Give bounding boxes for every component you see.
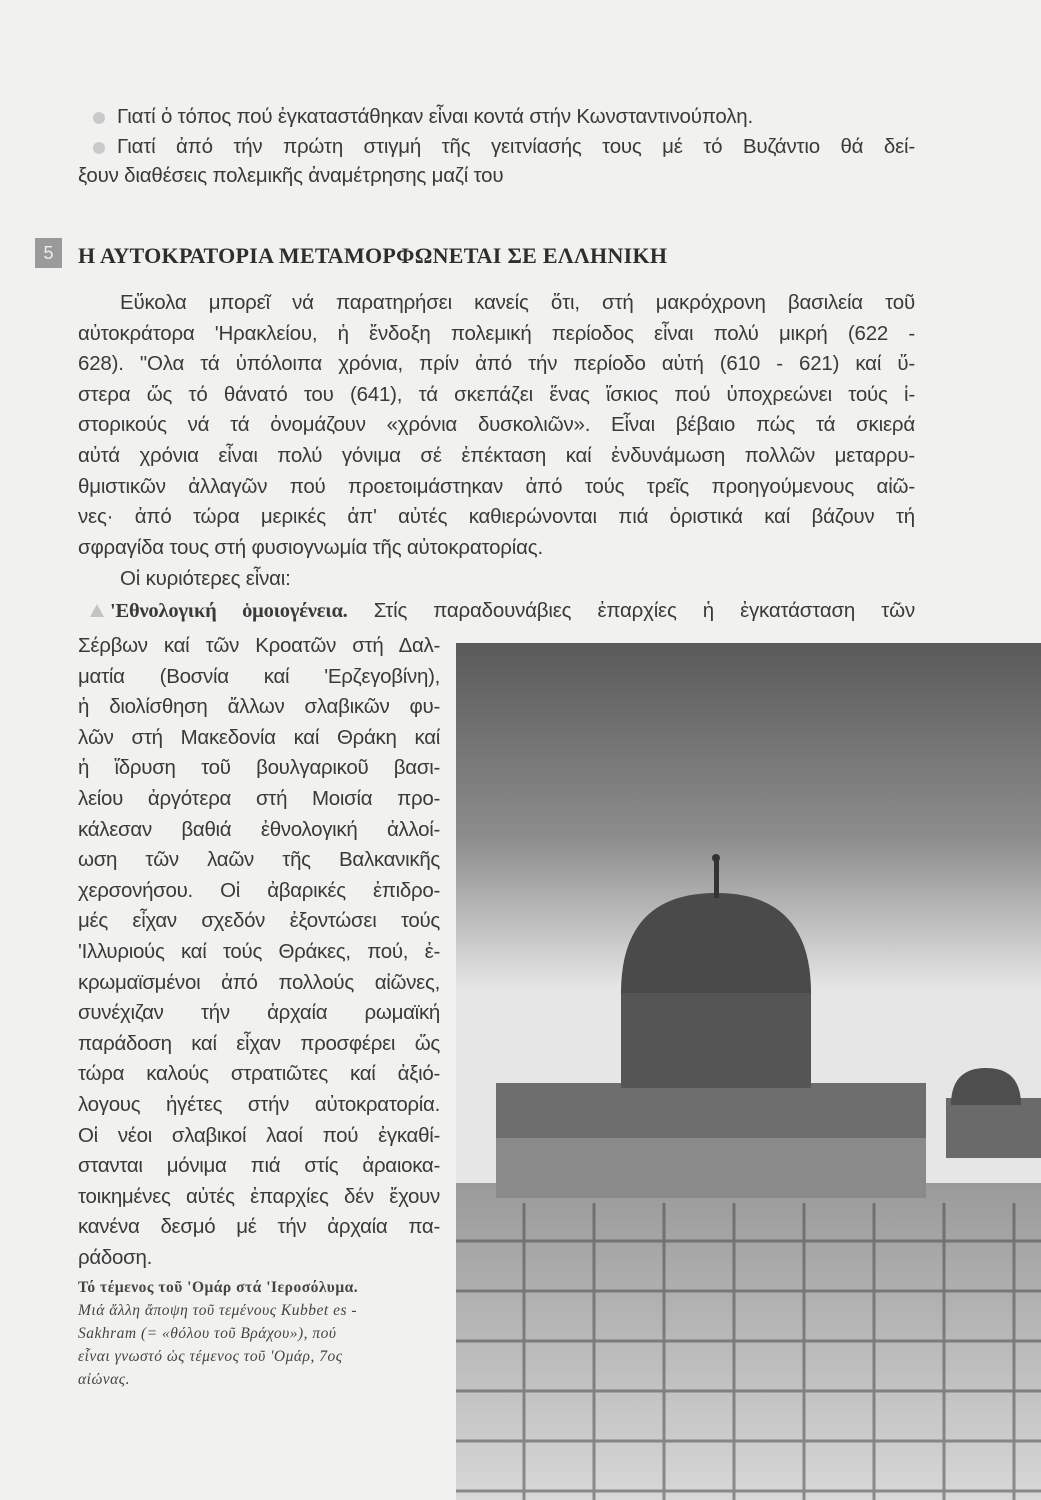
- column-line: συνέχιζαν τήν ἀρχαία ρωμαϊκή: [78, 1001, 440, 1025]
- paragraph-line: στερα ὥς τό θάνατό του (641), τά σκεπάζει ἕνας ἴσκιος πού ὑποχρεώνει τούς ἱ-: [78, 382, 915, 406]
- column-line: στανται μόνιμα πιά στίς ἀραιοκα-: [78, 1154, 440, 1178]
- column-line: ἡ διολίσθηση ἄλλων σλαβικῶν φυ-: [78, 695, 440, 719]
- section-heading: Η ΑΥΤΟΚΡΑΤΟΡΙΑ ΜΕΤΑΜΟΡΦΩΝΕΤΑΙ ΣΕ ΕΛΛΗΝΙΚΗ: [78, 243, 668, 268]
- column-line: τοικημένες αὐτές ἐπαρχίες δέν ἔχουν: [78, 1184, 440, 1208]
- column-line: ματία (Βοσνία καί 'Ερζεγοβίνη),: [78, 664, 440, 688]
- caption-line: εἶναι γνωστό ὡς τέμενος τοῦ 'Ομάρ, 7ος: [78, 1348, 343, 1365]
- caption-line: αἰώνας.: [78, 1371, 130, 1388]
- column-line: ωση τῶν λαῶν τῆς Βαλκανικῆς: [78, 848, 440, 872]
- column-line: παράδοση καί εἶχαν προσφέρει ὥς: [78, 1031, 440, 1055]
- bullet-icon: [93, 142, 105, 154]
- column-line: λῶν στή Μακεδονία καί Θράκη καί: [78, 725, 440, 749]
- section-number-badge: 5: [35, 238, 62, 268]
- column-line: Οἱ νέοι σλαβικοί λαοί πού ἐγκαθί-: [78, 1123, 440, 1147]
- bullet-text: Γιατί ὁ τόπος πού ἐγκαταστάθηκαν εἶναι κοντά στήν Κωνσταντινούπολη.: [117, 105, 753, 128]
- column-line: κανένα δεσμό μέ τήν ἀρχαία πα-: [78, 1215, 440, 1239]
- paragraph-line: σφραγίδα τους στή φυσιογνωμία τῆς αὐτοκρατορίας.: [78, 535, 543, 559]
- subsection-first-line: [90, 596, 915, 626]
- paragraph-line: αὐτά χρόνια εἶναι πολύ γόνιμα σέ ἐπέκταση καί ἐνδυνάμωση πολλῶν μεταρρυ-: [78, 444, 915, 467]
- column-line: ἡ ἵδρυση τοῦ βουλγαρικοῦ βασι-: [78, 756, 440, 780]
- paragraph-line: νες· ἀπό τώρα μερικές ἀπ' αὐτές καθιερώνονται πιά ὁριστικά καί βάζουν τή: [78, 505, 915, 529]
- subsection-text: Στίς παραδουνάβιες ἐπαρχίες ἡ ἐγκατάσταση τῶν: [373, 599, 915, 622]
- column-line: λείου ἀργότερα στή Μοισία προ-: [78, 786, 440, 810]
- caption-line: Μιά ἄλλη ἄποψη τοῦ τεμένους Kubbet es -: [78, 1302, 358, 1319]
- main-intro: Οἱ κυριότερες εἶναι:: [120, 567, 291, 590]
- dome-of-the-rock-photo: [456, 643, 1041, 1500]
- triangle-bullet-icon: [90, 604, 104, 617]
- paragraph-line: στορικούς νά τά ὀνομάζουν «χρόνια δυσκολιῶν». Εἶναι βέβαιο πώς τά σκιερά: [78, 413, 915, 437]
- paragraph-line: αὐτοκράτορα 'Ηρακλείου, ἡ ἔνδοξη πολεμική περίοδος εἶναι πολύ μικρή (622 -: [78, 321, 915, 345]
- column-line: ράδοση.: [78, 1245, 152, 1269]
- column-line: κάλεσαν βαθιά ἐθνολογική ἀλλοί-: [78, 817, 440, 841]
- column-line: χερσονήσου. Οἱ ἀβαρικές ἐπιδρο-: [78, 878, 440, 902]
- paragraph-line: θμιστικῶν ἀλλαγῶν πού προετοιμάστηκαν ἀπό τούς τρεῖς προηγούμενους αἰῶ-: [78, 474, 915, 498]
- column-line: Σέρβων καί τῶν Κροατῶν στή Δαλ-: [78, 634, 440, 657]
- column-line: τώρα καλούς στρατιῶτες καί ἀξιό-: [78, 1062, 440, 1086]
- column-line: κρωμαϊσμένοι ἀπό πολλούς αἰῶνες,: [78, 970, 440, 994]
- caption-line: Sakhram (= «θόλου τοῦ Βράχου»), πού: [78, 1325, 337, 1342]
- bullet-text: Γιατί ἀπό τήν πρώτη στιγμή τῆς γειτνίασής τους μέ τό Βυζάντιο θά δεί-: [117, 135, 915, 158]
- subsection-column-text: [78, 631, 440, 1273]
- subsection-title: 'Εθνολογική ὁμοιογένεια.: [110, 600, 348, 622]
- photo-caption: [78, 1276, 448, 1391]
- column-line: μές εἶχαν σχεδόν ἐξοντώσει τούς: [78, 909, 440, 933]
- bullet-item-2: [93, 132, 915, 162]
- column-line: λογους ἡγέτες στήν αὐτοκρατορία.: [78, 1092, 440, 1116]
- paragraph-line: Εὔκολα μπορεῖ νά παρατηρήσει κανείς ὅτι, στή μακρόχρονη βασιλεία τοῦ: [120, 291, 915, 314]
- paragraph-line: 628). "Ολα τά ὑπόλοιπα χρόνια, πρίν ἀπό τήν περίοδο αὐτή (610 - 621) καί ὕ-: [78, 352, 915, 376]
- bullet-item-2-cont: ξουν διαθέσεις πολεμικῆς ἀναμέτρησης μαζί του: [78, 164, 504, 187]
- column-line: 'Ιλλυριούς καί τούς Θράκες, πού, ἐ-: [78, 939, 440, 963]
- bullet-item-1: [93, 102, 930, 132]
- bullet-icon: [93, 112, 105, 124]
- caption-title: Τό τέμενος τοῦ 'Ομάρ στά 'Ιεροσόλυμα.: [78, 1279, 359, 1296]
